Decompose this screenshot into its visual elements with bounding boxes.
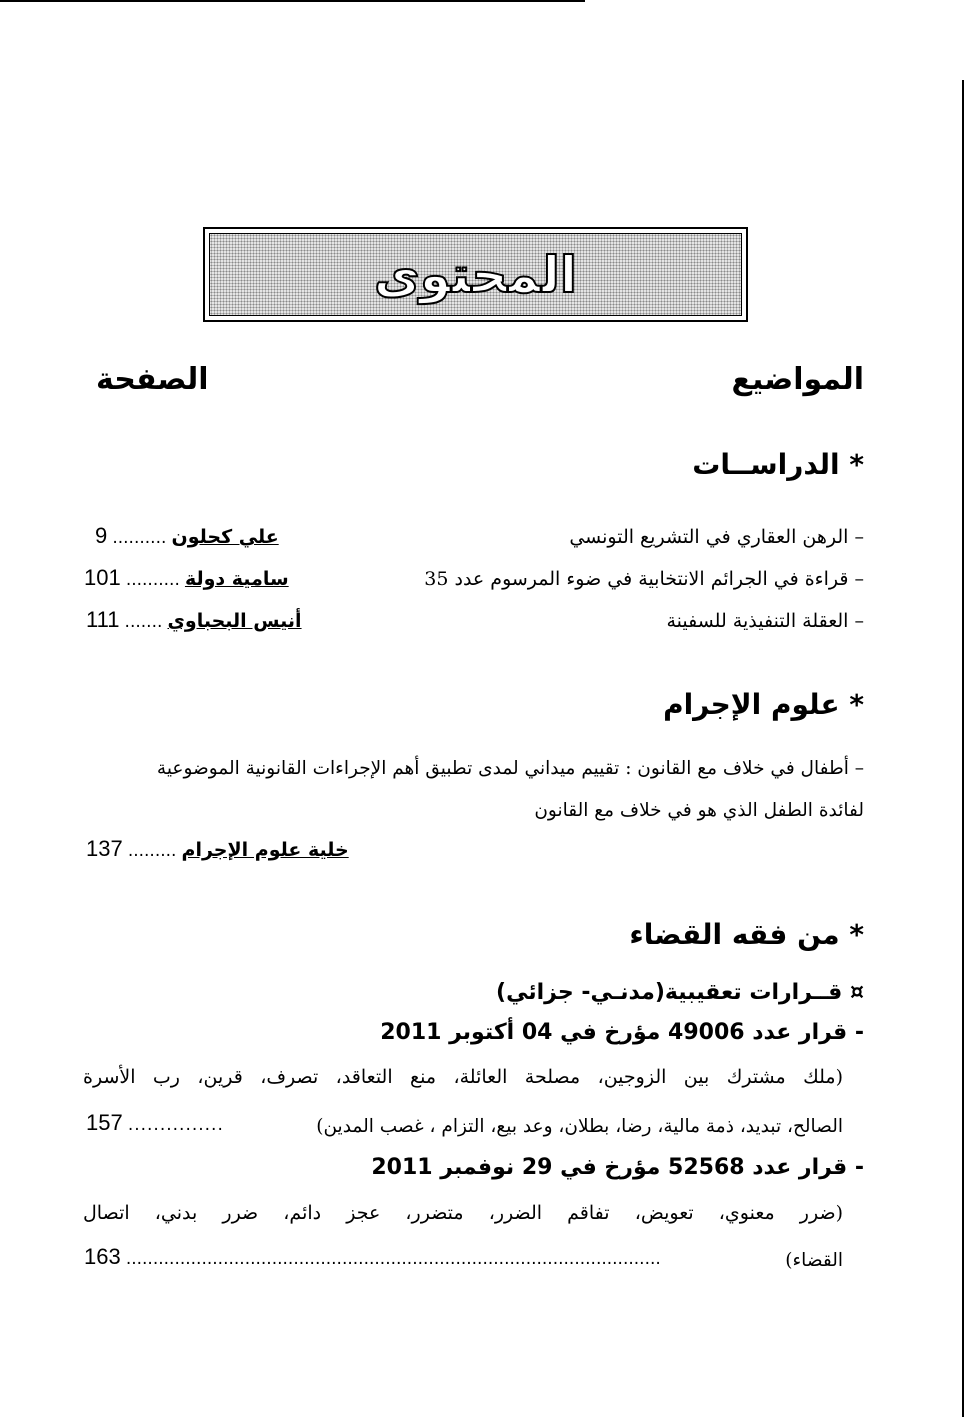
ruling-page-ref xyxy=(86,1110,224,1136)
criminology-line: لفائدة الطفل الذي هو في خلاف مع القانون xyxy=(534,800,864,821)
leader-dots: ......... xyxy=(127,841,177,861)
study-ref xyxy=(84,565,289,591)
page-number: 111 xyxy=(86,607,120,632)
title-box xyxy=(203,227,748,322)
study-author: سامية دولة xyxy=(184,568,289,590)
jurisprudence-subheading: ¤ قــرارات تعقيبية(مدنـي- جزائي) xyxy=(496,980,864,1005)
title-pattern xyxy=(209,233,742,316)
studies-heading: * الدراســات xyxy=(692,448,864,481)
study-ref xyxy=(95,523,279,549)
criminology-ref xyxy=(86,836,349,862)
topics-header: المواضيع xyxy=(731,362,864,397)
study-author: أنيس البحباوي xyxy=(167,610,302,632)
page-number: 137 xyxy=(86,836,123,861)
study-title: – قراءة في الجرائم الانتخابية في ضوء المرسوم عدد 35 xyxy=(424,568,864,590)
page-title: المحتوى xyxy=(373,245,578,304)
study-ref xyxy=(86,607,302,633)
top-scan-line xyxy=(0,0,585,2)
criminology-heading: * علوم الإجرام xyxy=(663,688,864,721)
right-scan-line xyxy=(962,80,964,1417)
leader-dots: ................................................................................................... xyxy=(125,1249,661,1269)
page-header: الصفحة xyxy=(96,362,209,397)
ruling-keywords: الصالح، تبديد، ذمة مالية، رضا، بطلان، وعد بيع، التزام ، غصب المدين) xyxy=(316,1116,843,1137)
page-number: 157 xyxy=(86,1110,123,1135)
ruling-ref: - قرار عدد 49006 مؤرخ في 04 أكتوبر 2011 xyxy=(380,1020,864,1045)
study-title: – الرهن العقاري في التشريع التونسي xyxy=(569,526,864,548)
jurisprudence-heading: * من فقه القضاء xyxy=(629,918,864,951)
leader-dots: .......... xyxy=(112,528,167,548)
criminology-line: – أطفال في خلاف مع القانون : تقييم ميداني لمدى تطبيق أهم الإجراءات القانونية الموضوعية xyxy=(156,758,864,779)
page-number: 101 xyxy=(84,565,121,590)
page-number: 163 xyxy=(84,1244,121,1269)
study-title: – العقلة التنفيذية للسفينة xyxy=(666,610,864,632)
ruling-keywords: (ملك مشترك بين الزوجين، مصلحة العائلة، منع التعاقد، تصرف، قرين، رب الأسرة xyxy=(83,1066,843,1088)
ruling-ref: - قرار عدد 52568 مؤرخ في 29 نوفمبر 2011 xyxy=(371,1155,864,1180)
study-author: علي كحلون xyxy=(171,526,279,548)
leader-dots: ............... xyxy=(127,1115,224,1135)
ruling-page-ref xyxy=(84,1244,754,1270)
page-number: 9 xyxy=(95,523,108,548)
ruling-keywords: (ضرر معنوي، تعويض، تفاقم الضرر، متضرر، عجز دائم، ضرر بدني، اتصال xyxy=(83,1202,843,1224)
leader-dots: .......... xyxy=(125,570,180,590)
ruling-keywords: القضاء) xyxy=(785,1250,843,1271)
leader-dots: ....... xyxy=(124,612,163,632)
criminology-author: خلية علوم الإجرام xyxy=(181,839,349,861)
